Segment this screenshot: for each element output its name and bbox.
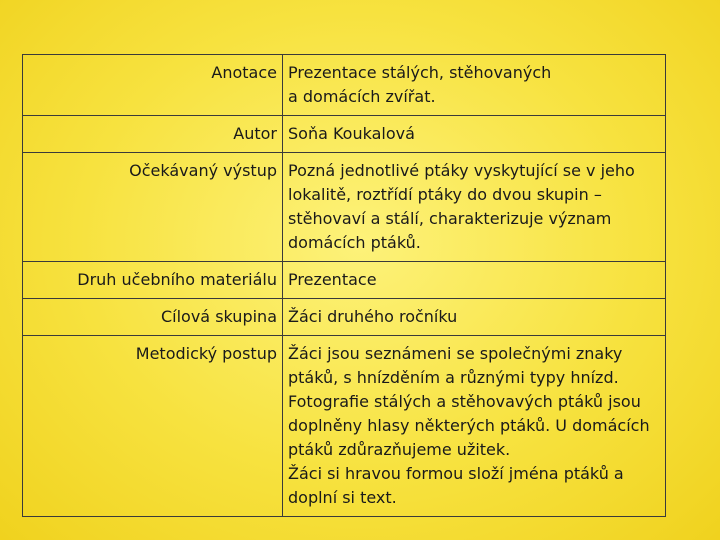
table-row-cilova-skupina <box>23 299 666 336</box>
value-line: Prezentace <box>288 270 377 289</box>
value-line: Prezentace stálých, stěhovaných <box>288 63 552 82</box>
value-line: domácích ptáků. <box>288 233 421 252</box>
row-value <box>283 116 666 153</box>
value-line: doplní si text. <box>288 488 397 507</box>
row-label: Autor <box>23 116 283 153</box>
value-line: Žáci jsou seznámeni se společnými znaky <box>288 344 623 363</box>
value-line: ptáků, s hnízděním a různými typy hnízd. <box>288 368 619 387</box>
table-row-ocekavany-vystup <box>23 153 666 262</box>
value-line: a domácích zvířat. <box>288 87 436 106</box>
row-value <box>283 299 666 336</box>
row-label: Anotace <box>23 55 283 116</box>
value-line: stěhovaví a stálí, charakterizuje význam <box>288 209 612 228</box>
row-value <box>283 153 666 262</box>
value-line: Pozná jednotlivé ptáky vyskytující se v jeho <box>288 161 635 180</box>
row-value <box>283 55 666 116</box>
value-line: Soňa Koukalová <box>288 124 415 143</box>
table-row-anotace <box>23 55 666 116</box>
value-line: Žáci si hravou formou složí jména ptáků a <box>288 464 624 483</box>
row-label: Cílová skupina <box>23 299 283 336</box>
table-row-autor <box>23 116 666 153</box>
table-row-druh-materialu <box>23 262 666 299</box>
row-value <box>283 336 666 517</box>
value-line: doplněny hlasy některých ptáků. U domácích <box>288 416 650 435</box>
metadata-table <box>22 54 666 517</box>
row-value <box>283 262 666 299</box>
row-label: Metodický postup <box>23 336 283 517</box>
value-line: Fotografie stálých a stěhovavých ptáků jsou <box>288 392 641 411</box>
value-line: ptáků zdůrazňujeme užitek. <box>288 440 511 459</box>
value-line: Žáci druhého ročníku <box>288 307 458 326</box>
table-row-metodicky-postup <box>23 336 666 517</box>
row-label: Druh učebního materiálu <box>23 262 283 299</box>
row-label: Očekávaný výstup <box>23 153 283 262</box>
value-line: lokalitě, roztřídí ptáky do dvou skupin – <box>288 185 602 204</box>
